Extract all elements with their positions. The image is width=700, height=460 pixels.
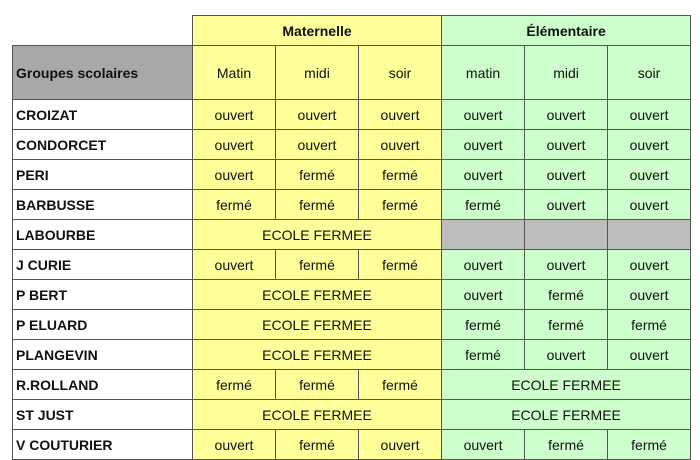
mat-status-cell: fermé xyxy=(193,190,276,220)
ele-status-cell: fermé xyxy=(608,430,691,460)
ele-status-cell: fermé xyxy=(442,340,525,370)
table-row xyxy=(13,220,691,250)
elementaire-header: Élémentaire xyxy=(442,16,691,46)
school-name: ST JUST xyxy=(13,400,193,430)
table-row xyxy=(13,370,691,400)
mat-col-header: midi xyxy=(276,46,359,100)
school-name: BARBUSSE xyxy=(13,190,193,220)
ele-status-cell: ouvert xyxy=(608,130,691,160)
mat-status-cell: ouvert xyxy=(193,100,276,130)
ele-status-cell: ouvert xyxy=(608,100,691,130)
school-name: V COUTURIER xyxy=(13,430,193,460)
mat-status-cell: ouvert xyxy=(193,430,276,460)
ele-status-cell: ouvert xyxy=(525,190,608,220)
ele-status-cell: ouvert xyxy=(525,250,608,280)
ele-status-cell xyxy=(608,220,691,250)
mat-status-cell: fermé xyxy=(276,250,359,280)
school-name: CONDORCET xyxy=(13,130,193,160)
ele-status-cell: fermé xyxy=(608,310,691,340)
ele-closed-cell: ECOLE FERMEE xyxy=(442,370,691,400)
ele-status-cell: fermé xyxy=(525,280,608,310)
school-name: P ELUARD xyxy=(13,310,193,340)
ele-status-cell: ouvert xyxy=(442,430,525,460)
mat-status-cell: ouvert xyxy=(359,100,442,130)
mat-col-header: soir xyxy=(359,46,442,100)
ele-status-cell: ouvert xyxy=(442,280,525,310)
ele-status-cell: fermé xyxy=(525,430,608,460)
mat-status-cell: ouvert xyxy=(276,100,359,130)
school-name: P BERT xyxy=(13,280,193,310)
ele-closed-cell: ECOLE FERMEE xyxy=(442,400,691,430)
mat-status-cell: ouvert xyxy=(276,130,359,160)
mat-status-cell: fermé xyxy=(359,160,442,190)
school-name: CROIZAT xyxy=(13,100,193,130)
header-row-periods xyxy=(13,46,691,100)
mat-status-cell: ouvert xyxy=(193,250,276,280)
ele-status-cell: ouvert xyxy=(525,130,608,160)
ele-status-cell: fermé xyxy=(442,310,525,340)
mat-status-cell: ouvert xyxy=(359,430,442,460)
mat-status-cell: fermé xyxy=(359,250,442,280)
corner-blank xyxy=(13,16,193,46)
mat-status-cell: fermé xyxy=(359,370,442,400)
table-row xyxy=(13,430,691,460)
ele-status-cell: ouvert xyxy=(608,160,691,190)
table-row xyxy=(13,280,691,310)
mat-status-cell: fermé xyxy=(276,190,359,220)
mat-status-cell: fermé xyxy=(276,160,359,190)
ele-status-cell: ouvert xyxy=(608,190,691,220)
ele-status-cell: ouvert xyxy=(525,100,608,130)
mat-closed-cell: ECOLE FERMEE xyxy=(193,220,442,250)
ele-status-cell: ouvert xyxy=(525,340,608,370)
ele-status-cell: fermé xyxy=(525,310,608,340)
mat-status-cell: fermé xyxy=(359,190,442,220)
ele-status-cell: ouvert xyxy=(608,250,691,280)
ele-col-header: midi xyxy=(525,46,608,100)
school-name: PERI xyxy=(13,160,193,190)
ele-status-cell: ouvert xyxy=(442,100,525,130)
mat-closed-cell: ECOLE FERMEE xyxy=(193,310,442,340)
groupes-scolaires-header: Groupes scolaires xyxy=(13,46,193,100)
header-row-groups xyxy=(13,16,691,46)
school-name: PLANGEVIN xyxy=(13,340,193,370)
school-name: R.ROLLAND xyxy=(13,370,193,400)
table-row xyxy=(13,400,691,430)
table-row xyxy=(13,130,691,160)
ele-status-cell xyxy=(525,220,608,250)
maternelle-header: Maternelle xyxy=(193,16,442,46)
mat-closed-cell: ECOLE FERMEE xyxy=(193,400,442,430)
schedule-table xyxy=(12,15,691,460)
ele-status-cell: ouvert xyxy=(442,250,525,280)
table-row xyxy=(13,250,691,280)
ele-col-header: matin xyxy=(442,46,525,100)
ele-status-cell: ouvert xyxy=(608,280,691,310)
mat-status-cell: ouvert xyxy=(193,160,276,190)
mat-status-cell: ouvert xyxy=(359,130,442,160)
mat-status-cell: fermé xyxy=(276,370,359,400)
ele-status-cell: ouvert xyxy=(525,160,608,190)
ele-col-header: soir xyxy=(608,46,691,100)
school-name: J CURIE xyxy=(13,250,193,280)
table-row xyxy=(13,160,691,190)
table-row xyxy=(13,340,691,370)
school-name: LABOURBE xyxy=(13,220,193,250)
ele-status-cell: ouvert xyxy=(608,340,691,370)
table-row xyxy=(13,190,691,220)
mat-status-cell: ouvert xyxy=(193,130,276,160)
mat-col-header: Matin xyxy=(193,46,276,100)
mat-status-cell: fermé xyxy=(193,370,276,400)
ele-status-cell: ouvert xyxy=(442,130,525,160)
ele-status-cell: ouvert xyxy=(442,160,525,190)
table-row xyxy=(13,100,691,130)
mat-closed-cell: ECOLE FERMEE xyxy=(193,340,442,370)
ele-status-cell: fermé xyxy=(442,190,525,220)
ele-status-cell xyxy=(442,220,525,250)
mat-status-cell: fermé xyxy=(276,430,359,460)
mat-closed-cell: ECOLE FERMEE xyxy=(193,280,442,310)
table-row xyxy=(13,310,691,340)
